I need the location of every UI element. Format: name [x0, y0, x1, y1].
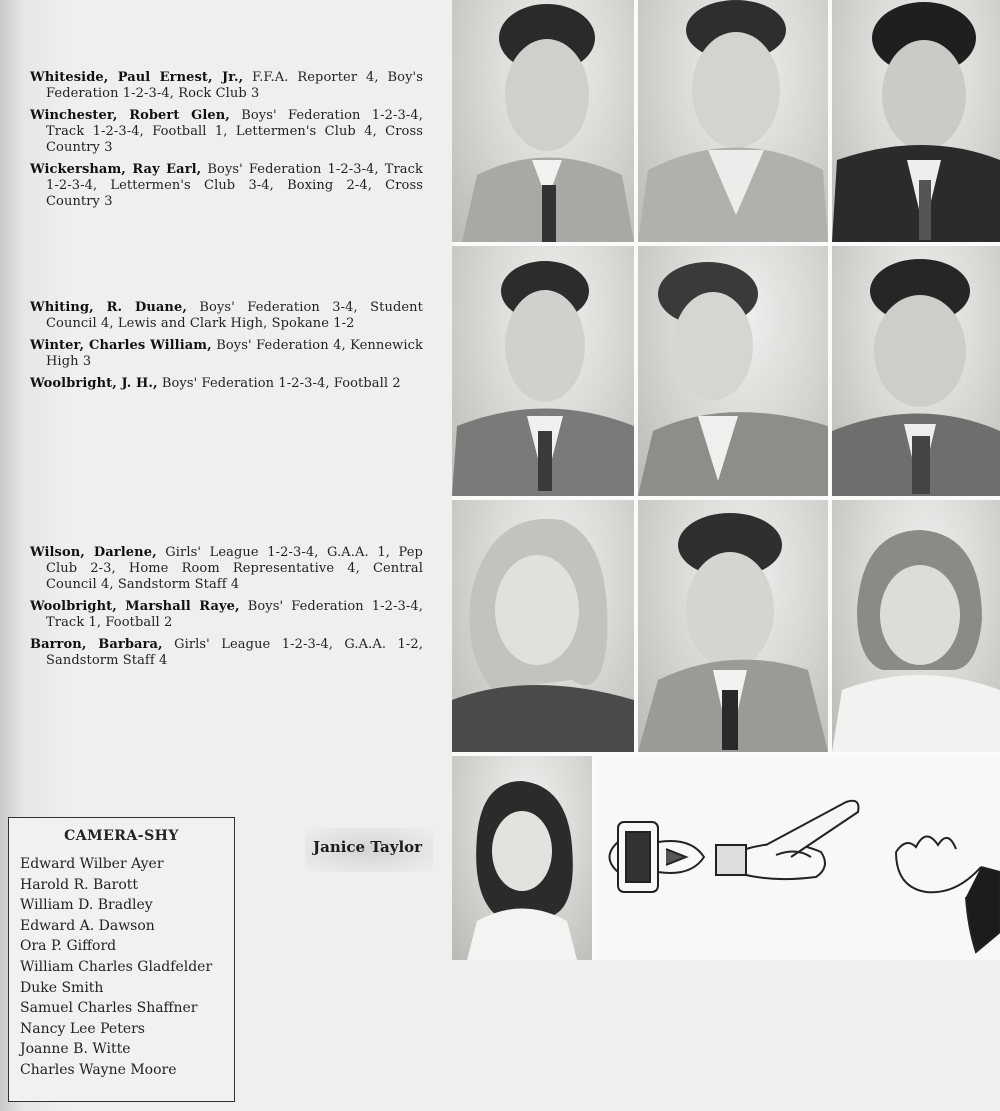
camera-shy-title: CAMERA-SHY [64, 828, 179, 844]
portrait-photo [452, 0, 634, 242]
activities-text: Boys' Federation 3-4, Student Council 4, Lewis and Clark High, Spokane 1-2 [46, 300, 423, 331]
activities-text: Boys' Federation 1-2-3-4, Track 1-2-3-4, Lettermen's Club 3-4, Boxing 2-4, Cross Country 3 [46, 162, 423, 209]
portrait-photo [638, 500, 828, 752]
activities-text: Girls' League 1-2-3-4, G.A.A. 1, Pep Club 2-3, Home Room Representative 4, Central Council 4, Sandstorm Staff 4 [46, 545, 423, 592]
student-name: Winchester, Robert Glen, [30, 108, 230, 123]
student-name: Winter, Charles William, [30, 338, 212, 353]
portrait-photo [832, 500, 1000, 752]
portrait-photo [452, 756, 592, 960]
portrait-photo [832, 0, 1000, 242]
list-item: William Charles Gladfelder [20, 958, 213, 975]
activities-text: Boys' Federation 1-2-3-4, Track 1-2-3-4, Football 1, Lettermen's Club 4, Cross Country 3 [46, 108, 423, 155]
activities-text: Boys' Federation 1-2-3-4, Football 2 [157, 376, 401, 391]
list-item: Duke Smith [20, 979, 104, 996]
activities-text: Girls' League 1-2-3-4, G.A.A. 1-2, Sandstorm Staff 4 [46, 637, 423, 668]
list-item: Charles Wayne Moore [20, 1061, 177, 1078]
hand-with-diploma-icon [716, 801, 859, 879]
list-item: William D. Bradley [20, 897, 153, 914]
senior-entry [30, 338, 423, 370]
senior-entry [30, 300, 423, 332]
student-name: Wickersham, Ray Earl, [30, 162, 202, 177]
student-name: Whiting, R. Duane, [30, 300, 187, 315]
list-item: Samuel Charles Shaffner [20, 1000, 198, 1017]
entry-group-row1 [30, 70, 423, 216]
activities-text: Boys' Federation 4, Kennewick High 3 [46, 338, 423, 369]
student-name: Woolbright, Marshall Raye, [30, 599, 240, 614]
student-name: Whiteside, Paul Ernest, Jr., [30, 70, 244, 85]
entry-group-row2 [30, 300, 423, 398]
list-item: Edward A. Dawson [20, 917, 155, 934]
senior-entry [30, 70, 423, 102]
activities-text: F.F.A. Reporter 4, Boy's Federation 1-2-3-4, Rock Club 3 [46, 70, 423, 101]
portrait-photo [638, 0, 828, 242]
class-ring-icon [610, 822, 705, 892]
portrait-photo [832, 246, 1000, 496]
camera-shy-list [9, 854, 234, 1081]
senior-entry [30, 599, 423, 631]
senior-entry [30, 108, 423, 156]
photo-caption-box [305, 828, 433, 872]
student-name: Woolbright, J. H., [30, 376, 158, 391]
senior-entry [30, 162, 423, 210]
portrait-photo [452, 500, 634, 752]
photo-caption: Janice Taylor [313, 838, 423, 856]
list-item: Nancy Lee Peters [20, 1020, 145, 1037]
entry-group-row3 [30, 545, 423, 675]
portrait-photo [638, 246, 828, 496]
list-item: Harold R. Barott [20, 876, 139, 893]
student-name: Wilson, Darlene, [30, 545, 157, 560]
senior-entry [30, 637, 423, 669]
activities-text: Boys' Federation 1-2-3-4, Track 1, Football 2 [46, 599, 423, 630]
portrait-photo [452, 246, 634, 496]
decorative-artwork [596, 757, 1000, 960]
senior-entry [30, 545, 423, 593]
senior-entry [30, 376, 423, 392]
list-item: Joanne B. Witte [20, 1041, 131, 1058]
list-item: Ora P. Gifford [20, 938, 117, 955]
student-name: Barron, Barbara, [30, 637, 163, 652]
open-hand-icon [896, 836, 1000, 952]
camera-shy-box [8, 817, 235, 1102]
list-item: Edward Wilber Ayer [20, 856, 164, 872]
